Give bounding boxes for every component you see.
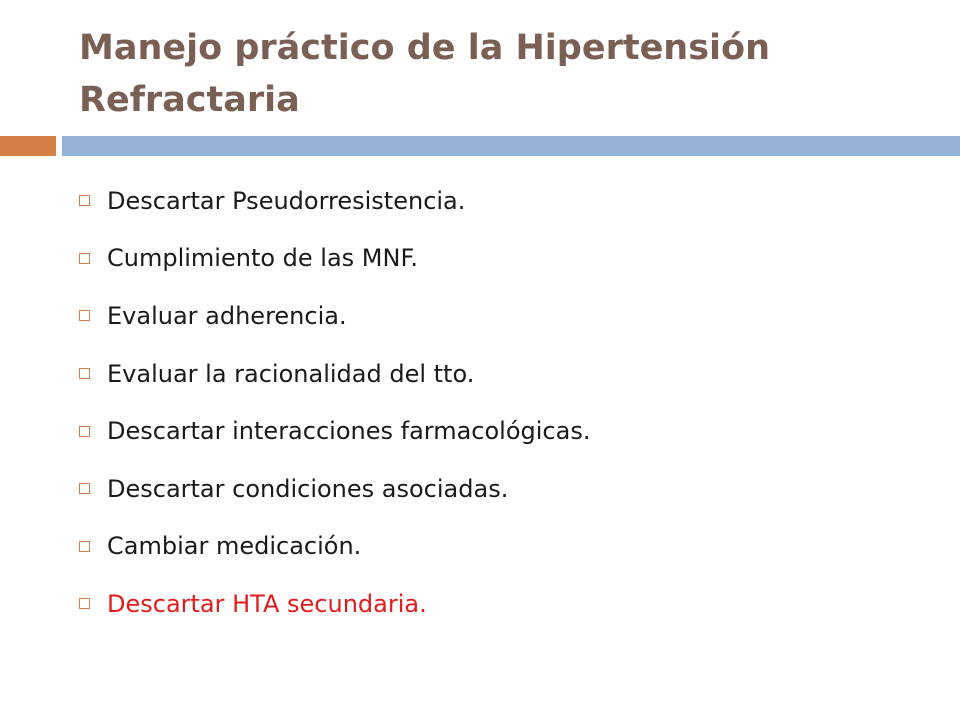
bullet-text: Descartar condiciones asociadas. [107, 474, 509, 503]
bullet-item [79, 287, 590, 345]
bullet-item [79, 518, 590, 576]
bullet-text: Descartar interacciones farmacológicas. [107, 417, 591, 446]
slide-title: Manejo práctico de la Hipertensión Refractaria [79, 28, 771, 120]
bullet-text: Cumplimiento de las MNF. [107, 244, 419, 273]
bullet-item [79, 230, 590, 288]
bullet-text: Descartar Pseudorresistencia. [107, 186, 466, 215]
bullet-text: Evaluar adherencia. [107, 301, 347, 330]
bullet-text: Evaluar la racionalidad del tto. [107, 359, 475, 388]
square-bullet-icon [79, 195, 90, 206]
title-rule-accent [0, 136, 56, 156]
bullet-item [79, 172, 590, 230]
bullet-item-highlighted [79, 575, 590, 633]
bullet-item [79, 460, 590, 518]
square-bullet-icon [79, 483, 90, 494]
bullet-text-highlighted: Descartar HTA secundaria. [107, 589, 427, 618]
square-bullet-icon [79, 426, 90, 437]
square-bullet-icon [79, 598, 90, 609]
bullet-item [79, 345, 590, 403]
square-bullet-icon [79, 310, 90, 321]
bullet-text: Cambiar medicación. [107, 532, 362, 561]
square-bullet-icon [79, 541, 90, 552]
square-bullet-icon [79, 253, 90, 264]
square-bullet-icon [79, 368, 90, 379]
bullet-item [79, 402, 590, 460]
bullet-list [79, 172, 590, 633]
title-rule [62, 136, 960, 156]
